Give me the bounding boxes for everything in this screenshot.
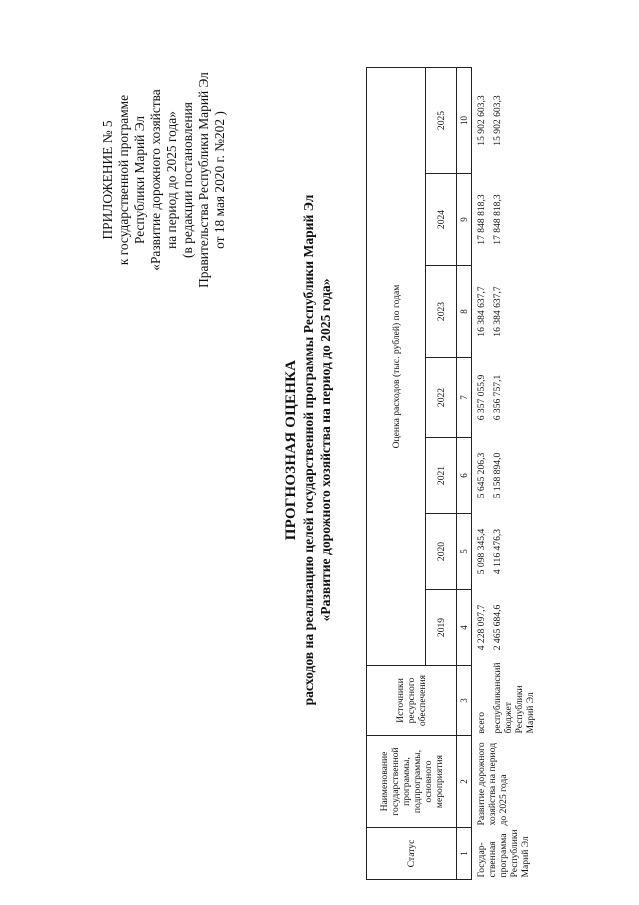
- row-value: 16 384 637,7: [476, 286, 487, 337]
- appendix-line: от 18 мая 2020 г. №202 ): [212, 111, 227, 249]
- title-line-2: расходов на реализацию целей государственной программы Республики Марий Эл: [301, 194, 316, 706]
- row-value: 4 116 476,3: [492, 528, 503, 575]
- appendix-line: «Развитие дорожного хозяйства: [148, 89, 163, 271]
- row-source: республиканский бюджет Республики Марий Эл: [492, 662, 536, 734]
- header-name: Наименование государственной программы, подпрограммы, основного мероприятия: [367, 736, 457, 828]
- column-number: 10: [457, 67, 472, 173]
- header-source: Источники ресурсного обеспечения: [367, 666, 457, 736]
- column-number: 6: [457, 438, 472, 514]
- header-year: 2022: [426, 358, 457, 438]
- row-value: 4 228 097,7: [476, 604, 487, 651]
- column-number: 9: [457, 174, 472, 266]
- header-estimate: Оценка расходов (тыс. рублей) по годам: [367, 67, 426, 665]
- row-value: 5 098 345,4: [476, 528, 487, 575]
- header-status: Статус: [367, 828, 457, 880]
- row-value: 17 848 818,3: [492, 194, 503, 245]
- rotated-document-page: [20, 20, 620, 880]
- title-main: ПРОГНОЗНАЯ ОЦЕНКА: [283, 359, 299, 541]
- column-number: 1: [457, 828, 472, 880]
- column-number: 4: [457, 590, 472, 666]
- row-source: всего: [476, 711, 487, 734]
- header-year: 2021: [426, 438, 457, 514]
- appendix-line: Республики Марий Эл: [132, 115, 147, 245]
- column-number: 3: [457, 666, 472, 736]
- row-value: 15 902 603,3: [476, 95, 487, 146]
- appendix-line: на период до 2025 года»: [164, 111, 179, 249]
- row-value: 16 384 637,7: [492, 286, 503, 337]
- appendix-header: [100, 45, 228, 315]
- expense-estimate-table: [366, 67, 537, 880]
- table-row: [472, 67, 489, 879]
- appendix-line: ПРИЛОЖЕНИЕ № 5: [100, 120, 115, 240]
- header-year: 2025: [426, 67, 457, 173]
- header-year: 2020: [426, 514, 457, 590]
- row-value: 5 158 894,0: [492, 452, 503, 499]
- document-title: [282, 20, 334, 880]
- row-value: 2 465 684,6: [492, 604, 503, 651]
- header-year: 2024: [426, 174, 457, 266]
- header-year: 2023: [426, 266, 457, 358]
- title-line-3: «Развитие дорожного хозяйства на период до 2025 года»: [318, 278, 333, 622]
- header-year: 2019: [426, 590, 457, 666]
- appendix-line: к государственной программе: [116, 94, 131, 266]
- column-number: 2: [457, 736, 472, 828]
- column-number: 8: [457, 266, 472, 358]
- row-status: Государ-ственная программа Республики Марий Эл: [476, 829, 531, 878]
- row-value: 15 902 603,3: [492, 95, 503, 146]
- column-number: 5: [457, 514, 472, 590]
- row-value: 6 357 055,9: [476, 374, 487, 421]
- column-number: 7: [457, 358, 472, 438]
- appendix-line: (в редакции постановления: [180, 102, 195, 258]
- appendix-line: Правительства Республики Марий Эл: [196, 72, 211, 288]
- row-program-name: Развитие дорожного хозяйства на период до 2025 года: [476, 742, 509, 826]
- row-value: 17 848 818,3: [476, 194, 487, 245]
- row-value: 5 645 206,3: [476, 452, 487, 499]
- row-value: 6 356 757,1: [492, 374, 503, 421]
